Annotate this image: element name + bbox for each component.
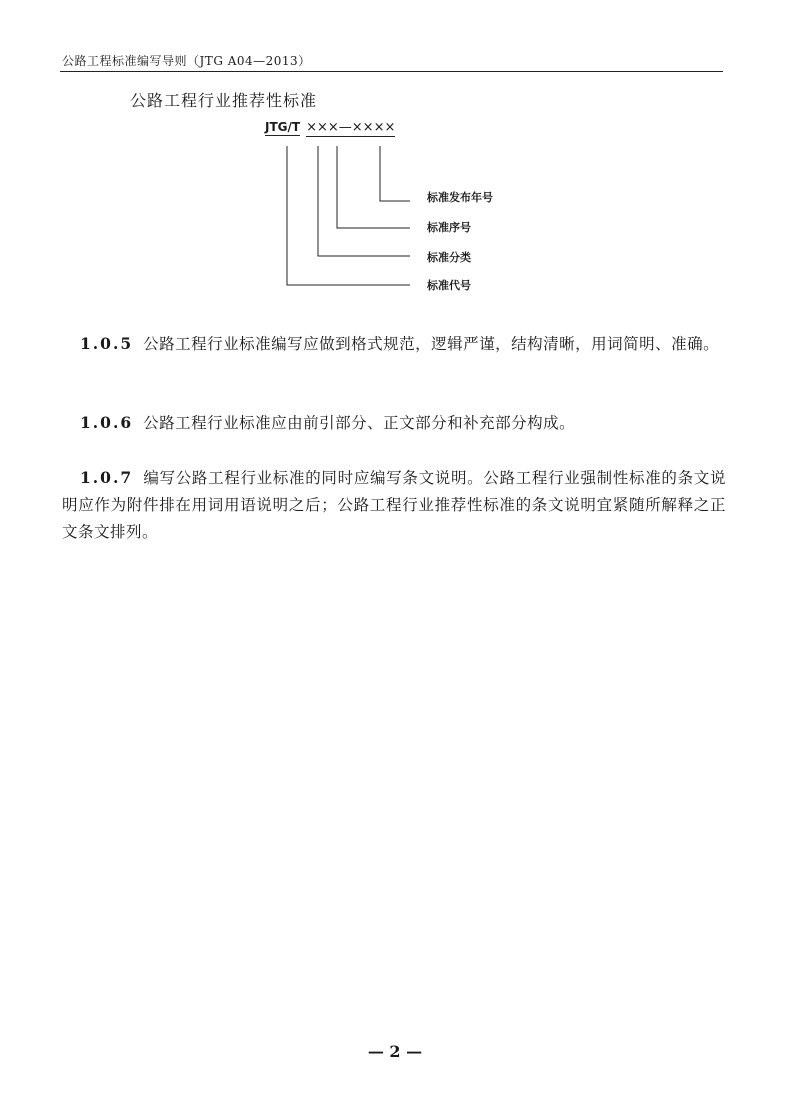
clause-text: 公路工程行业标准应由前引部分、正文部分和补充部分构成。 [143, 414, 576, 432]
bracket-line-year [380, 146, 410, 201]
label-code: 标准代号 [427, 279, 471, 292]
page-number: — 2 — [367, 1042, 423, 1061]
clause-text: 编写公路工程行业标准的同时应编写条文说明。公路工程行业强制性标准的条文说明应作为附件排在用词用语说明之后；公路工程行业推荐性标准的条文说明宜紧随所解释之正文条文排列。 [62, 469, 726, 541]
label-sequence: 标准序号 [427, 221, 471, 234]
clause-text: 公路工程行业标准编写应做到格式规范，逻辑严谨，结构清晰，用词简明、准确。 [143, 335, 720, 353]
bracket-line-sequence [337, 146, 410, 228]
code-separator: — [338, 120, 352, 135]
label-classification: 标准分类 [427, 251, 471, 264]
code-year: ×××× [351, 120, 396, 135]
code-sequence: ×× [316, 120, 339, 135]
clause-number: 1.0.6 [80, 413, 134, 432]
clause-1-0-7 [62, 464, 726, 546]
code-classification: × [306, 120, 317, 135]
bracket-line-code [287, 146, 410, 285]
section-subtitle: 公路工程行业推荐性标准 [130, 91, 318, 110]
label-year: 标准发布年号 [427, 191, 493, 204]
clause-number: 1.0.7 [80, 468, 134, 487]
clause-1-0-6 [62, 409, 726, 437]
clause-1-0-5 [62, 330, 726, 358]
running-header: 公路工程标准编写导则（JTG A04—2013） [62, 54, 311, 68]
code-prefix: JTG/T [265, 120, 301, 134]
clause-number: 1.0.5 [80, 334, 134, 353]
